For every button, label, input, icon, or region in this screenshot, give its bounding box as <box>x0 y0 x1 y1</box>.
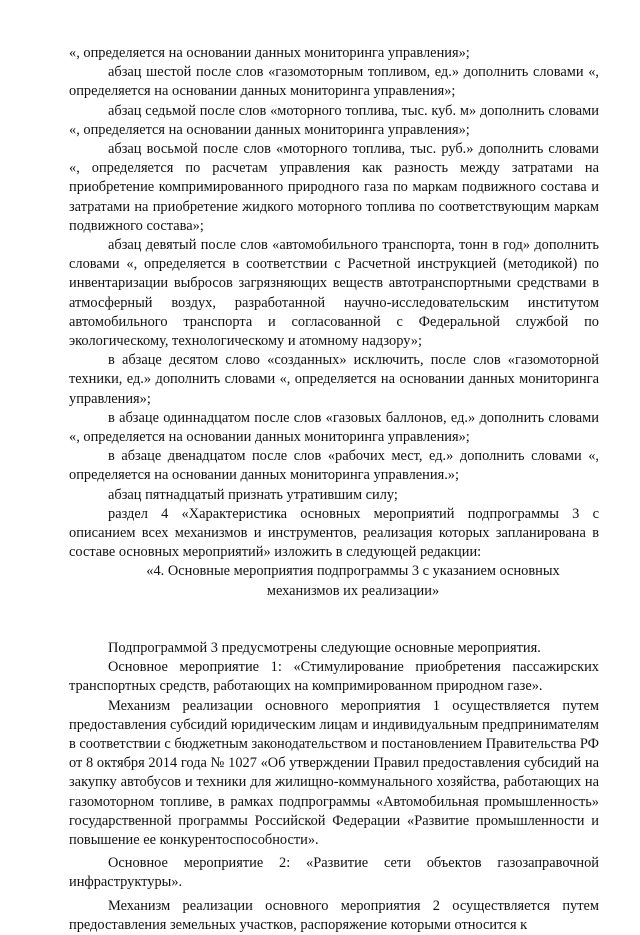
paragraph-abzac-6: абзац шестой после слов «газомоторным топливом, ед.» дополнить словами «, определяется на основании данных мониторинга управления»; <box>69 64 599 100</box>
section-paragraph-mechanism-2: Механизм реализации основного мероприятия 2 осуществляется путем предоставления земельных участков, распоряжение которыми относится к <box>69 897 599 933</box>
section-spacer <box>69 601 599 639</box>
section-paragraph-measure-2: Основное мероприятие 2: «Развитие сети объектов газозаправочной инфраструктуры». <box>69 855 599 891</box>
section-paragraph-measure-1: Основное мероприятие 1: «Стимулирование приобретения пассажирских транспортных средств, работающих на компримированном природном газе». <box>69 659 599 695</box>
paragraph-continuation: «, определяется на основании данных мониторинга управления»; <box>69 45 470 61</box>
paragraph-section-4-intro: раздел 4 «Характеристика основных мероприятий подпрограммы 3 с описанием всех механизмов и инструментов, реализация которых запланирована в составе основных мероприятий» изложить в следующей редакции: <box>69 505 599 561</box>
paragraph-abzac-12: в абзаце двенадцатом после слов «рабочих мест, ед.» дополнить словами «, определяется на основании данных мониторинга управления.»; <box>69 448 599 484</box>
paragraph-abzac-15: абзац пятнадцатый признать утратившим силу; <box>108 486 398 503</box>
section-title: «4. Основные мероприятия подпрограммы 3 с указанием основных механизмов их реализации» <box>146 563 560 599</box>
document-page <box>69 44 599 935</box>
paragraph-abzac-10: в абзаце десятом слово «созданных» исключить, после слов «газомоторной техники, ед.» дополнить словами «, определяется на основании данных мониторинга управления»; <box>69 352 599 407</box>
section-paragraph-intro: Подпрограммой 3 предусмотрены следующие основные мероприятия. <box>108 639 541 656</box>
section-paragraph-mechanism-1: Механизм реализации основного мероприятия 1 осуществляется путем предоставления субсидий юридическим лицам и индивидуальным предпринимателям в соответствии с бюджетным законодательством и постановлением Правительства РФ от 8 октября 2014 года № 1027 «Об утверждении Правил предоставления субсидий на закупку автобусов и техники для жилищно-коммунального хозяйства, работающих на газомоторном топливе, в рамках подпрограммы «Автомобильная промышленность» государственной программы Российской Федерации «Развитие промышленности и повышение ее конкурентоспособности». <box>69 697 599 848</box>
paragraph-abzac-7: абзац седьмой после слов «моторного топлива, тыс. куб. м» дополнить словами «, определяется на основании данных мониторинга управления»; <box>69 102 599 138</box>
paragraph-abzac-9: абзац девятый после слов «автомобильного транспорта, тонн в год» дополнить словами «, определяется в соответствии с Расчетной инструкцией (методикой) по инвентаризации выбросов загрязняющих веществ автотранспортными средствами в атмосферный воздух, разработанной научно-исследовательским институтом автомобильного транспорта и согласованной с Федеральной службой по экологическому, технологическому и атомному надзору»; <box>69 237 599 350</box>
paragraph-abzac-11: в абзаце одиннадцатом после слов «газовых баллонов, ед.» дополнить словами «, определяется на основании данных мониторинга управления»; <box>69 409 599 446</box>
paragraph-abzac-8: абзац восьмой после слов «моторного топлива, тыс. руб.» дополнить словами «, определяется по расчетам управления как разность между затратами на приобретение компримированного природного газа по маркам подвижного состава и затратами на приобретение жидкого моторного топлива по соответствующим маркам подвижного состава»; <box>69 141 599 234</box>
